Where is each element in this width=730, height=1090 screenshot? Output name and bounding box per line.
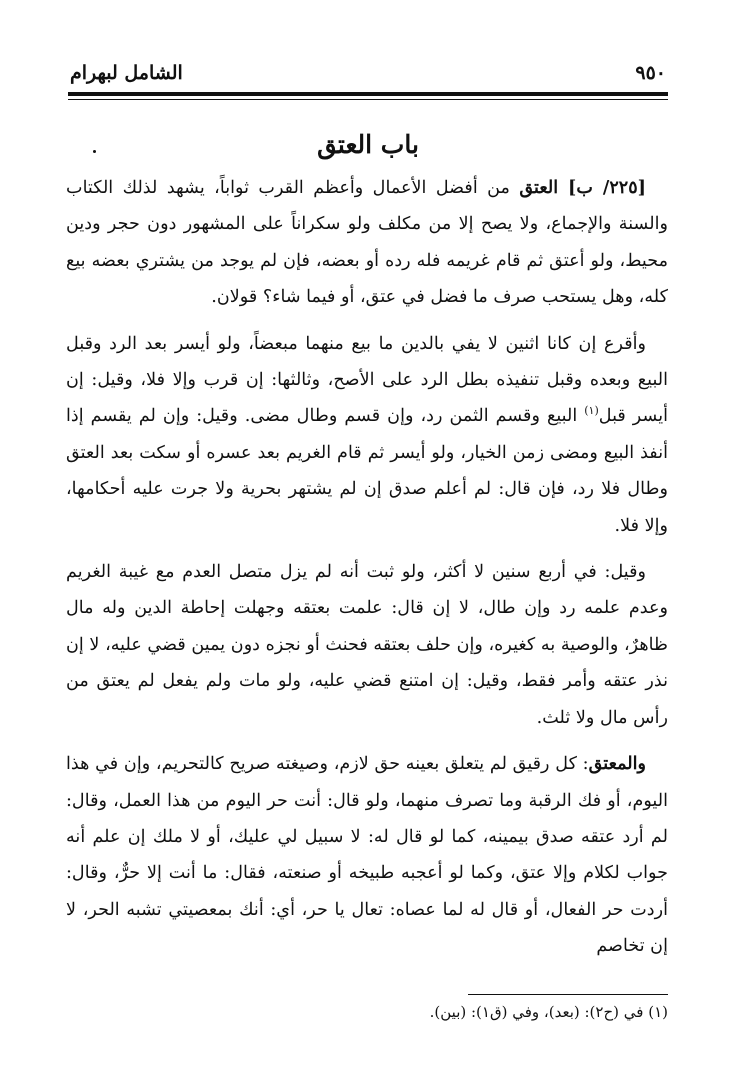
- header-rule-thick: [68, 92, 668, 96]
- main-text: [66, 170, 668, 975]
- footnote-ref-1: (١): [584, 404, 599, 418]
- page-number: ٩٥٠: [635, 62, 666, 84]
- paragraph-4-text: : كل رقيق لم يتعلق بعينه حق لازم، وصيغته صريح كالتحريم، وإن في هذا اليوم، أو فك الرقبة وما تصرف منهما، ولو قال: أنت حر اليوم من هذا العمل، وقال: لم أرد عتقه صدق بيمينه، كما لو قال له: لا سبيل لي عليك، أو لا ملك إن علم أنه جواب لكلام وإلا عتق، وكما لو أعجبه طبيخه أو صنعته، فقال: ما أنت إلا حرٌّ، وقال: أردت حر الفعال، أو قال له لما عصاه: تعال يا حر، أي: أنك بمعصيتي تشبه الحر، لا إن تخاصم: [66, 754, 668, 957]
- header-rule-thin: [68, 99, 668, 100]
- paragraph-4: [66, 746, 668, 964]
- paragraph-1: [66, 170, 668, 316]
- margin-dot: [93, 150, 96, 153]
- paragraph-2-text-b: البيع وقسم الثمن رد، وإن قسم وطال مضى. وقيل: وإن لم يقسم إذا أنفذ البيع ومضى زمن الخيار، ولو أيسر ثم قام الغريم بعد عسره أو سكت بعد العتق وطال فلا رد، فإن قال: لم أعلم صدق إن لم يشتهر بحرية ولا جرت عليه أحكامها، وإلا فلا.: [66, 406, 668, 536]
- paragraph-3: [66, 554, 668, 736]
- paragraph-1-text: من أفضل الأعمال وأعظم القرب ثواباً، يشهد لذلك الكتاب والسنة والإجماع، ولا يصح إلا من مكلف ولو سكراناً على المشهور دون حجر ودين محيط، ولو أعتق ثم قام غريمه فله رده أو بعضه، فإن لم يوجد من يشتري بعضه بيع كله، وهل يستحب صرف ما فضل في عتق، أو فيما شاء؟ قولان.: [66, 178, 668, 308]
- paragraph-4-lead: والمعتق: [588, 753, 646, 775]
- paragraph-3-text: وقيل: في أربع سنين لا أكثر، ولو ثبت أنه لم يزل متصل العدم مع غيبة الغريم وعدم علمه رد وإن طال، لا إن قال: علمت بعتقه وجهلت إحاطة الدين وله مال ظاهرٌ، والوصية به كغيره، وإن حلف بعتقه فحنث أو نجزه دون يمين قضي عليه، لا إن نذر عتقه وأمر فقط، وقيل: إن امتنع قضي عليه، ولو مات ولم يفعل لم يعتق من رأس مال ولا ثلث.: [66, 562, 668, 728]
- running-header: [70, 58, 666, 88]
- chapter-title: باب العتق: [317, 130, 419, 159]
- paragraph-1-lead: [٢٢٥/ ب] العتق: [519, 177, 646, 198]
- footnote-1: (١) في (ح٢): (بعد)، وفي (ق١): (بين).: [429, 1003, 668, 1021]
- paragraph-2: [66, 326, 668, 544]
- footnote-separator: [468, 994, 668, 995]
- paragraph-2-text-a: وأقرع إن كانا اثنين لا يفي بالدين ما بيع منهما مبعضاً، ولو أيسر بعد الرد وقبل البيع وبعده وقبل تنفيذه بطل الرد على الأصح، وثالثها: إن قرب وإلا فلا، وقيل: إن أيسر قبل: [66, 333, 668, 427]
- book-title: الشامل لبهرام: [70, 62, 183, 84]
